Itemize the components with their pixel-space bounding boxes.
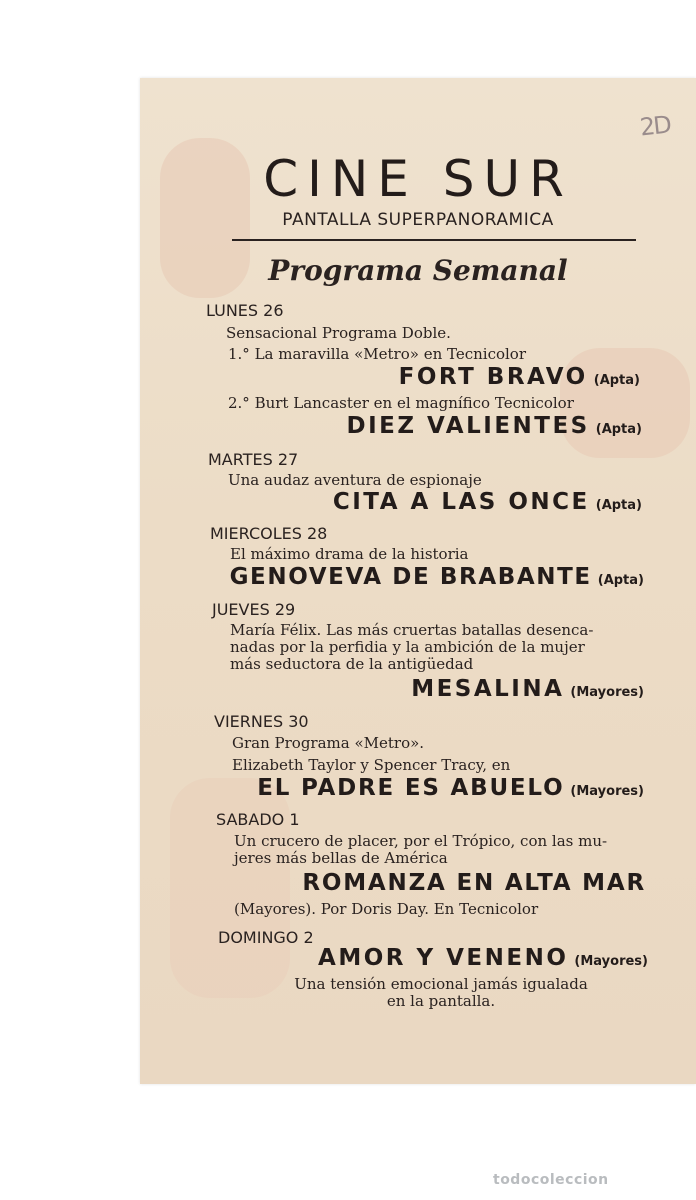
day-heading: MIERCOLES 28 <box>210 524 328 543</box>
flyer-content <box>140 78 696 1084</box>
handwritten-note: 2D <box>638 110 672 142</box>
day-heading: VIERNES 30 <box>214 712 309 731</box>
film-title <box>257 775 644 801</box>
description-line: más seductora de la antigüedad <box>230 655 474 673</box>
film-rating: (Mayores) <box>570 685 644 700</box>
film-title <box>230 564 644 590</box>
film-title <box>347 413 642 439</box>
program-line: El máximo drama de la historia <box>230 545 469 563</box>
film-name: CITA A LAS ONCE <box>332 489 590 515</box>
film-title <box>399 364 640 390</box>
film-rating: (Apta) <box>595 422 642 437</box>
description-line: Una tensión emocional jamás igualada <box>294 975 588 993</box>
day-heading: JUEVES 29 <box>212 600 296 619</box>
film-name: FORT BRAVO <box>398 364 588 390</box>
film-rating: (Apta) <box>595 498 642 513</box>
description-line: en la pantalla. <box>386 992 496 1010</box>
program-line: 2.° Burt Lancaster en el magnífico Tecnicolor <box>228 394 574 412</box>
divider <box>232 239 636 241</box>
description-line: jeres más bellas de América <box>234 849 448 867</box>
film-title <box>302 870 646 896</box>
program-line: Sensacional Programa Doble. <box>226 324 451 342</box>
description-line: María Félix. Las más cruertas batallas desenca- <box>230 621 594 639</box>
film-name: ROMANZA EN ALTA MAR <box>302 870 646 896</box>
day-heading: LUNES 26 <box>206 301 284 320</box>
cinema-subtitle: PANTALLA SUPERPANORAMICA <box>282 210 554 230</box>
program-description <box>236 976 646 1010</box>
day-heading: SABADO 1 <box>216 810 300 829</box>
flyer-paper <box>140 78 696 1084</box>
program-line: Una audaz aventura de espionaje <box>228 471 482 489</box>
watermark-logo: todocoleccion <box>493 1172 609 1188</box>
film-rating: (Mayores) <box>570 784 644 799</box>
film-rating: (Mayores) <box>574 954 648 969</box>
film-rating: (Apta) <box>597 573 644 588</box>
cinema-title: CINE SUR <box>263 150 573 208</box>
film-name: AMOR Y VENENO <box>318 945 569 971</box>
program-line: (Mayores). Por Doris Day. En Tecnicolor <box>234 900 539 918</box>
program-description <box>230 622 644 673</box>
film-name: MESALINA <box>411 676 565 702</box>
program-line: 1.° La maravilla «Metro» en Tecnicolor <box>228 345 527 363</box>
description-line: nadas por la perfidia y la ambición de la mujer <box>230 638 585 656</box>
film-title <box>333 489 642 515</box>
film-title <box>318 945 648 971</box>
film-title <box>411 676 644 702</box>
film-name: DIEZ VALIENTES <box>346 413 590 439</box>
film-rating: (Apta) <box>593 373 640 388</box>
program-line: Elizabeth Taylor y Spencer Tracy, en <box>232 756 511 774</box>
film-name: GENOVEVA DE BRABANTE <box>229 564 592 590</box>
program-description <box>234 833 646 867</box>
film-name: EL PADRE ES ABUELO <box>257 775 565 801</box>
program-line: Gran Programa «Metro». <box>232 734 425 752</box>
day-heading: MARTES 27 <box>208 450 299 469</box>
program-heading: Programa Semanal <box>268 254 568 287</box>
description-line: Un crucero de placer, por el Trópico, con las mu- <box>234 832 608 850</box>
day-heading: DOMINGO 2 <box>218 928 314 947</box>
